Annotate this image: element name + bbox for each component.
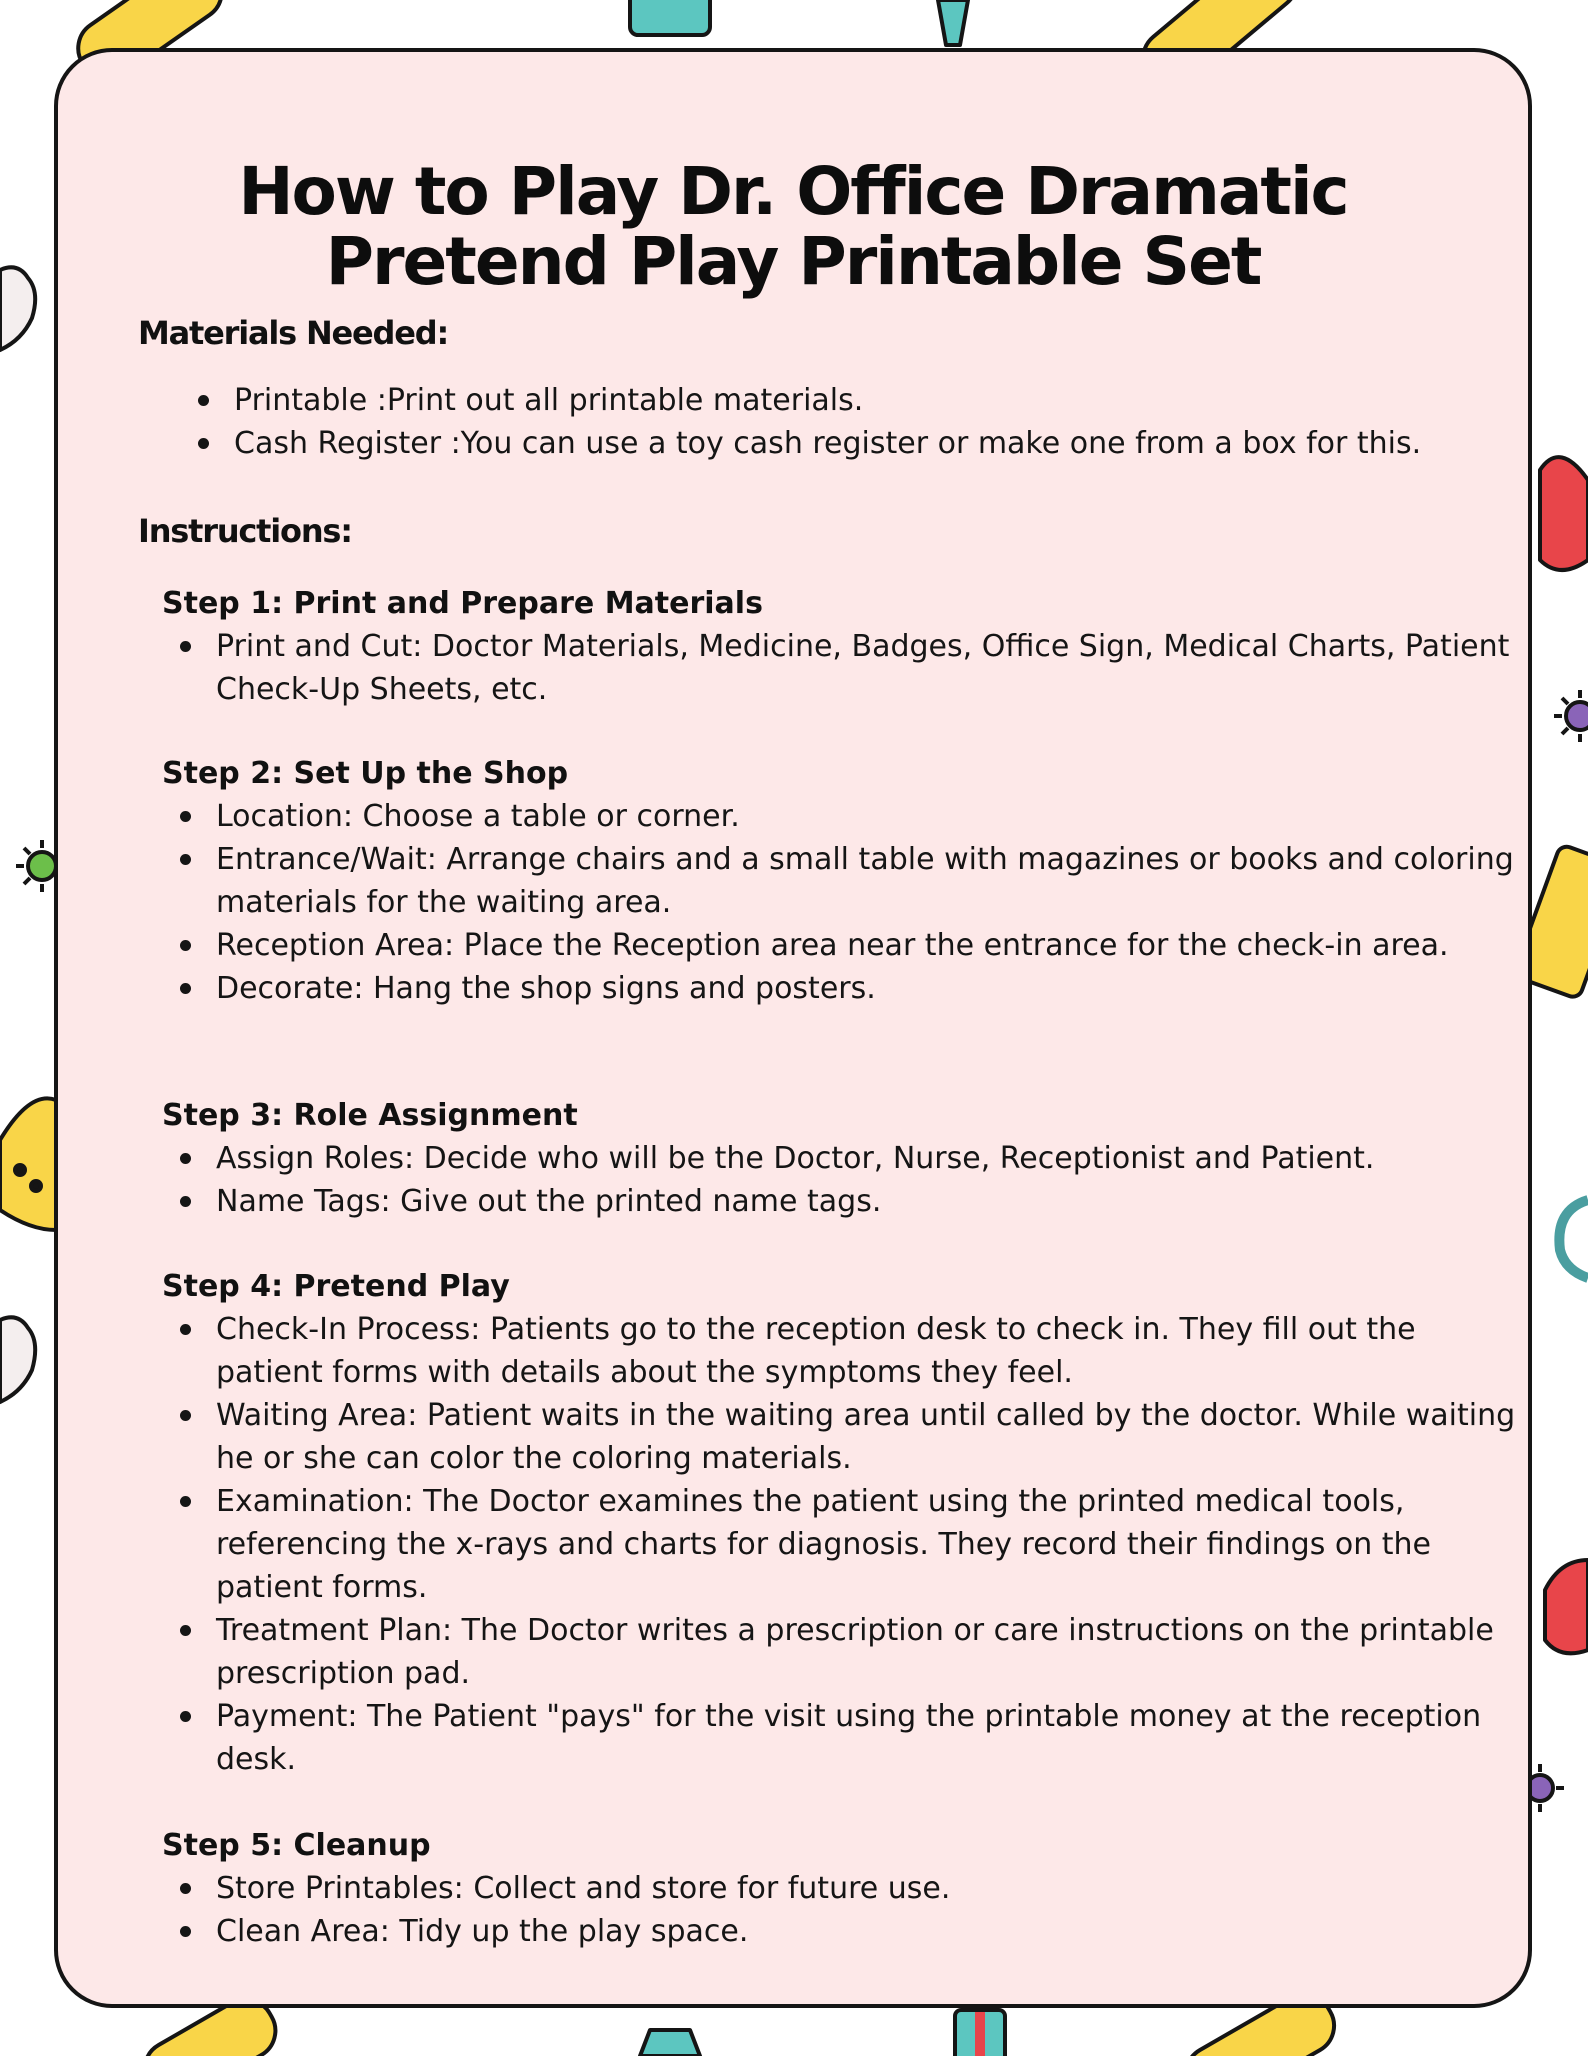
step-3	[162, 1094, 1522, 1223]
step-title: Step 4: Pretend Play	[162, 1269, 510, 1304]
step-title: Step 3: Role Assignment	[162, 1098, 578, 1133]
bandage-icon	[0, 1098, 56, 1230]
step-title: Step 5: Cleanup	[162, 1828, 431, 1863]
tooth-icon	[0, 267, 35, 350]
heart-icon	[1540, 457, 1588, 570]
step-title: Step 2: Set Up the Shop	[162, 756, 569, 791]
list-item: Name Tags: Give out the printed name tags.	[162, 1180, 1522, 1223]
step-1	[162, 582, 1522, 711]
tooth-icon	[0, 1317, 35, 1402]
list-item: Decorate: Hang the shop signs and posters.	[162, 967, 1522, 1010]
medicine-bottle-icon	[630, 0, 710, 35]
medicine-bottle-icon	[640, 2030, 700, 2056]
instructions-heading: Instructions:	[138, 512, 352, 550]
instruction-card	[54, 48, 1532, 2008]
list-item: Print and Cut: Doctor Materials, Medicine, Badges, Office Sign, Medical Charts, Patient Check-Up Sheets, etc.	[162, 625, 1522, 711]
list-item: Reception Area: Place the Reception area near the entrance for the check-in area.	[162, 924, 1522, 967]
list-item: Treatment Plan: The Doctor writes a prescription or care instructions on the printable prescription pad.	[162, 1609, 1522, 1695]
step-title: Step 1: Print and Prepare Materials	[162, 586, 763, 621]
step-5	[162, 1824, 1522, 1953]
thermometer-icon	[955, 2010, 1005, 2056]
list-item: Entrance/Wait: Arrange chairs and a small table with magazines or books and coloring materials for the waiting area.	[162, 838, 1522, 924]
list-item: Waiting Area: Patient waits in the waiting area until called by the doctor. While waiting he or she can color the coloring materials.	[162, 1394, 1522, 1480]
heart-icon	[1545, 1560, 1588, 1653]
list-item: Payment: The Patient "pays" for the visit using the printable money at the reception desk.	[162, 1695, 1522, 1781]
list-item: Location: Choose a table or corner.	[162, 795, 1522, 838]
list-item: Clean Area: Tidy up the play space.	[162, 1910, 1522, 1953]
title-line: Pretend Play Printable Set	[325, 223, 1261, 300]
list-item: Printable :Print out all printable materials.	[180, 379, 1510, 422]
list-item: Store Printables: Collect and store for future use.	[162, 1867, 1522, 1910]
germ-icon	[1554, 690, 1588, 742]
spoon-icon	[938, 0, 968, 45]
list-item: Examination: The Doctor examines the patient using the printed medical tools, referencing the x-rays and charts for diagnosis. They record their findings on the patient forms.	[162, 1480, 1522, 1609]
step-4	[162, 1265, 1522, 1781]
step-2	[162, 752, 1522, 1010]
list-item: Check-In Process: Patients go to the reception desk to check in. They fill out the patient forms with details about the symptoms they feel.	[162, 1308, 1522, 1394]
materials-list	[180, 379, 1510, 465]
stethoscope-icon	[1559, 1200, 1588, 1278]
page-title	[58, 153, 1528, 300]
list-item: Cash Register :You can use a toy cash register or make one from a box for this.	[180, 422, 1510, 465]
list-item: Assign Roles: Decide who will be the Doctor, Nurse, Receptionist and Patient.	[162, 1137, 1522, 1180]
materials-heading: Materials Needed:	[138, 314, 449, 352]
title-line: How to Play Dr. Office Dramatic	[238, 153, 1348, 230]
germ-icon	[16, 840, 56, 892]
